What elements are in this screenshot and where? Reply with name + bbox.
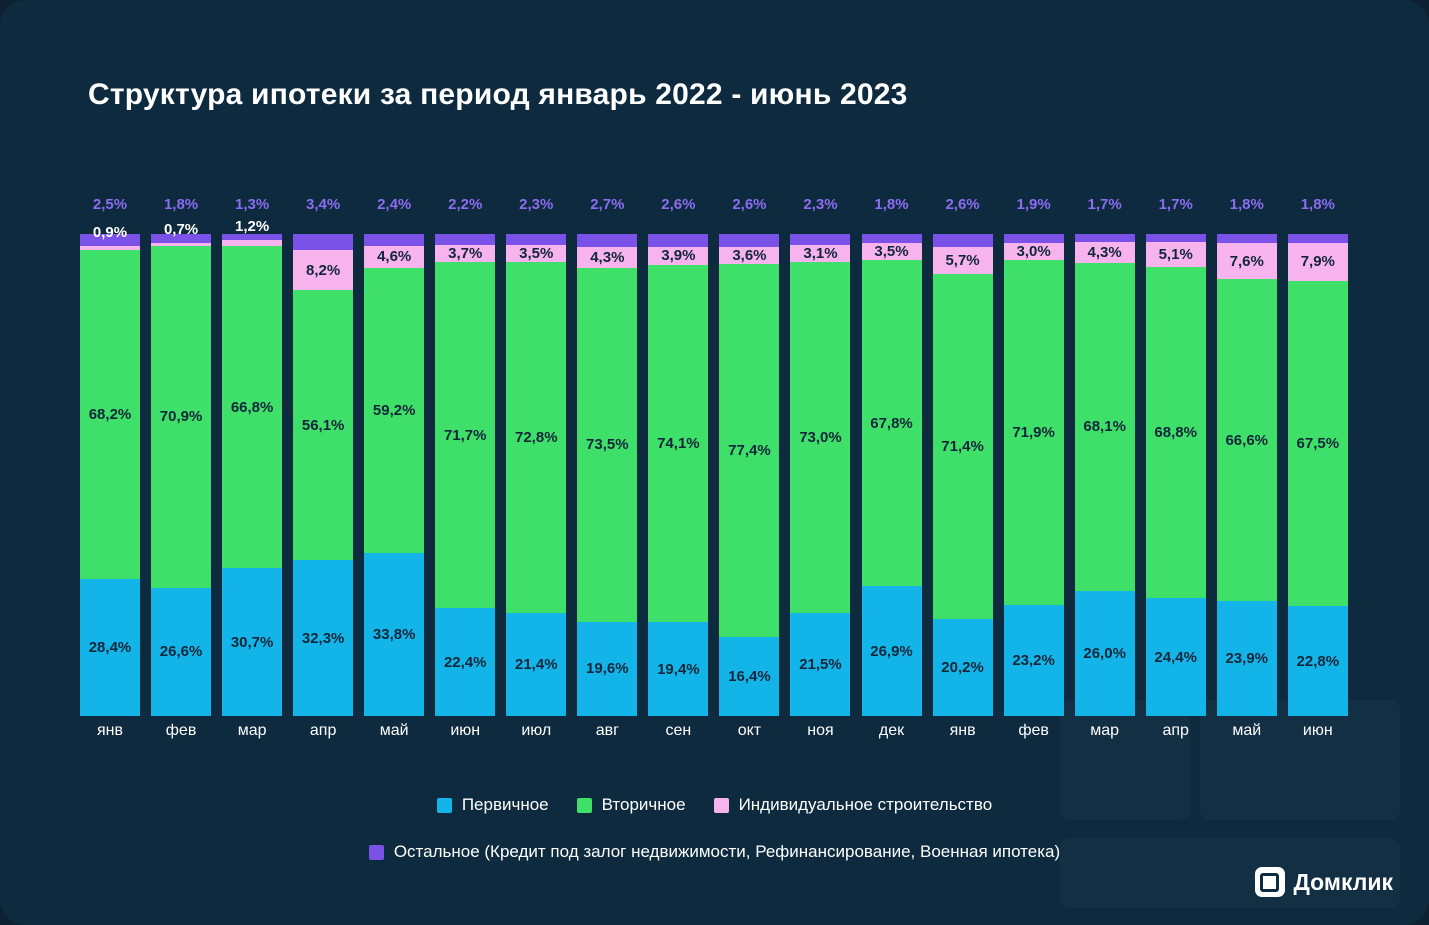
x-axis-tick: фев <box>1018 722 1049 739</box>
bar-segment-individual <box>1217 243 1277 280</box>
bar-segment-value: 74,1% <box>657 435 700 453</box>
bar-segment-value: 7,6% <box>1229 252 1264 270</box>
bar-column[interactable] <box>80 196 140 716</box>
x-axis-tick: июл <box>521 722 552 739</box>
bar-segment-other <box>1288 234 1348 243</box>
bar-segment-primary <box>790 613 850 716</box>
bar-segment-secondary <box>293 290 353 560</box>
bar-segment-value: 7,9% <box>1300 253 1335 271</box>
bar-stack <box>1004 234 1064 716</box>
bar-segment-secondary <box>222 246 282 568</box>
chart-plot-area <box>80 196 1348 716</box>
bar-segment-other <box>577 234 637 247</box>
x-axis-tick: фев <box>165 722 197 739</box>
bar-column[interactable] <box>222 196 282 716</box>
bar-segment-value: 22,4% <box>443 653 487 671</box>
bar-segment-secondary <box>1288 281 1348 606</box>
bar-segment-value: 23,9% <box>1225 649 1269 667</box>
bar-segment-value: 4,3% <box>590 248 625 266</box>
bar-stack <box>577 234 637 716</box>
bar-segment-value: 22,8% <box>1296 652 1340 670</box>
bar-segment-primary <box>435 608 495 716</box>
bar-segment-value: 70,9% <box>159 408 203 426</box>
bar-segment-value: 67,5% <box>1296 434 1340 452</box>
x-axis-tick: ноя <box>807 722 834 739</box>
x-axis-tick: авг <box>595 722 619 739</box>
bar-segment-value: 77,4% <box>728 441 771 459</box>
bar-stack <box>1288 234 1348 716</box>
bar-column[interactable] <box>648 196 708 716</box>
x-axis-tick-labels <box>80 722 1348 740</box>
bar-stack <box>435 234 495 716</box>
bar-segment-secondary <box>1146 267 1206 599</box>
bar-segment-value: 32,3% <box>301 629 345 647</box>
bar-segment-label-other: 2,3% <box>519 196 554 213</box>
bar-segment-value: 4,6% <box>377 248 412 266</box>
bar-segment-value: 28,4% <box>88 639 132 657</box>
bar-stack <box>506 234 566 716</box>
bar-segment-value: 68,8% <box>1154 424 1197 442</box>
bar-column[interactable] <box>293 196 353 716</box>
bar-segment-secondary <box>719 264 779 637</box>
bar-stack <box>933 234 993 716</box>
bar-segment-value: 19,4% <box>657 660 700 678</box>
bar-segment-secondary <box>1217 279 1277 600</box>
legend-swatch-0 <box>437 798 452 813</box>
legend-label-other: Остальное (Кредит под залог недвижимости, Рефинансирование, Военная ипотека) <box>393 842 1061 861</box>
bar-segment-label-other: 2,2% <box>448 196 483 213</box>
bar-segment-primary <box>577 622 637 716</box>
bar-segment-label-other: 2,3% <box>803 196 838 213</box>
bar-segment-value: 26,0% <box>1083 644 1126 662</box>
bar-segment-individual <box>506 245 566 262</box>
bar-segment-value: 21,4% <box>515 655 558 673</box>
bar-segment-value: 59,2% <box>372 401 416 419</box>
bar-segment-label-other: 1,8% <box>874 196 909 213</box>
bar-segment-value: 71,7% <box>443 426 487 444</box>
bar-column[interactable] <box>1288 196 1348 716</box>
bar-segment-primary <box>1217 601 1277 716</box>
bar-segment-value: 1,2% <box>234 218 270 236</box>
bar-column[interactable] <box>435 196 495 716</box>
bar-segment-value: 5,1% <box>1158 245 1193 263</box>
brand-name: Домклик <box>1293 868 1393 895</box>
bar-segment-secondary <box>80 250 140 579</box>
bar-stack <box>1146 234 1206 716</box>
bar-segment-individual <box>577 247 637 268</box>
bar-segment-label-other: 2,6% <box>732 196 767 213</box>
bar-segment-value: 5,7% <box>945 251 980 269</box>
bar-segment-label-other: 2,7% <box>590 196 625 213</box>
bar-column[interactable] <box>790 196 850 716</box>
bar-segment-other <box>364 234 424 246</box>
bar-segment-other <box>790 234 850 245</box>
legend-swatch-2 <box>714 798 729 813</box>
house-icon <box>1255 867 1285 897</box>
bar-segment-primary <box>1288 606 1348 716</box>
bar-segment-individual <box>719 247 779 264</box>
bar-segment-value: 72,8% <box>515 428 558 446</box>
bar-segment-label-other: 2,5% <box>92 196 128 213</box>
bar-column[interactable] <box>1004 196 1064 716</box>
legend-item-0[interactable] <box>437 795 549 815</box>
bar-segment-label-other: 1,3% <box>234 196 270 213</box>
bar-segment-primary <box>1075 591 1135 716</box>
bar-segment-other <box>293 234 353 250</box>
bar-segment-individual <box>790 245 850 262</box>
bar-segment-value: 30,7% <box>230 633 274 651</box>
bar-stack <box>719 234 779 716</box>
bar-segment-other <box>862 234 922 243</box>
x-axis-tick: дек <box>878 722 905 739</box>
x-axis-tick: сен <box>665 722 692 739</box>
x-axis-tick: май <box>1232 722 1262 739</box>
bar-segment-value: 24,4% <box>1154 648 1197 666</box>
bar-stack <box>1217 234 1277 716</box>
bar-segment-secondary <box>506 262 566 613</box>
bar-segment-secondary <box>790 262 850 613</box>
bar-segment-value: 0,9% <box>92 224 128 242</box>
bar-segment-value: 26,9% <box>870 642 913 660</box>
bar-segment-other <box>1146 234 1206 242</box>
bar-segment-primary <box>293 560 353 716</box>
bar-stack <box>790 234 850 716</box>
bar-segment-secondary <box>648 265 708 622</box>
bar-stack <box>1075 234 1135 716</box>
bar-segment-value: 16,4% <box>728 667 771 685</box>
bar-segment-value: 67,8% <box>870 414 913 432</box>
bar-segment-other <box>435 234 495 245</box>
bar-segment-value: 71,4% <box>941 437 984 455</box>
bar-segment-primary <box>719 637 779 716</box>
bar-segment-individual <box>1288 243 1348 281</box>
bar-segment-other <box>648 234 708 247</box>
chart-legend-primary <box>0 795 1429 815</box>
bar-segment-other <box>719 234 779 247</box>
bar-column[interactable] <box>1146 196 1206 716</box>
x-axis-tick: янв <box>949 722 976 739</box>
bar-segment-value: 3,7% <box>448 245 483 263</box>
bar-segment-value: 33,8% <box>372 626 416 644</box>
bar-segment-label-other: 1,7% <box>1087 196 1122 213</box>
bar-segment-individual <box>1004 243 1064 260</box>
bar-segment-secondary <box>1004 260 1064 605</box>
bar-segment-value: 19,6% <box>586 660 629 678</box>
bar-segment-secondary <box>435 262 495 608</box>
bar-column[interactable] <box>933 196 993 716</box>
x-axis-tick: май <box>379 722 409 739</box>
bar-segment-other <box>1217 234 1277 243</box>
bar-column[interactable] <box>151 196 211 716</box>
chart-legend-secondary <box>0 842 1429 862</box>
bar-segment-primary <box>862 586 922 716</box>
bar-segment-value: 8,2% <box>306 261 341 279</box>
bar-column[interactable] <box>1075 196 1135 716</box>
bar-segment-individual <box>648 247 708 266</box>
bar-stack <box>151 220 211 716</box>
bar-segment-secondary <box>577 268 637 622</box>
bar-segment-primary <box>80 579 140 716</box>
chart-title: Структура ипотеки за период январь 2022 - июнь 2023 <box>88 78 908 111</box>
bar-segment-value: 71,9% <box>1012 423 1055 441</box>
bar-segment-individual <box>1075 242 1135 263</box>
x-axis-tick: июн <box>1302 722 1333 739</box>
bar-segment-secondary <box>1075 263 1135 591</box>
legend-swatch-1 <box>577 798 592 813</box>
bar-column[interactable] <box>364 196 424 716</box>
bar-segment-primary <box>222 568 282 716</box>
bar-segment-value: 3,5% <box>519 245 554 263</box>
bar-segment-value: 56,1% <box>301 416 345 434</box>
bar-segment-value: 0,7% <box>163 220 199 238</box>
bar-segment-other <box>1004 234 1064 243</box>
bar-segment-individual <box>933 247 993 275</box>
legend-label-0: Первичное <box>461 795 549 814</box>
bar-segment-label-other: 1,8% <box>163 196 199 213</box>
bar-segment-value: 68,2% <box>88 406 132 424</box>
bar-segment-value: 68,1% <box>1083 418 1126 436</box>
bar-segment-secondary <box>151 246 211 588</box>
bar-segment-value: 66,8% <box>230 398 274 416</box>
bar-stack <box>364 234 424 716</box>
bar-segment-label-other: 1,7% <box>1158 196 1193 213</box>
legend-label-1: Вторичное <box>601 795 686 814</box>
x-axis-tick: мар <box>237 722 267 739</box>
bar-segment-label-other: 1,9% <box>1016 196 1051 213</box>
legend-item-other[interactable] <box>369 842 1060 862</box>
bar-segment-label-other: 2,6% <box>945 196 980 213</box>
x-axis-tick: окт <box>737 722 762 739</box>
bar-segment-value: 3,5% <box>874 242 909 260</box>
x-axis-tick: янв <box>97 722 123 739</box>
bar-segment-other <box>933 234 993 247</box>
bar-segment-label-other: 2,6% <box>661 196 696 213</box>
bar-segment-value: 73,0% <box>799 428 842 446</box>
bar-segment-value: 23,2% <box>1012 651 1055 669</box>
bar-segment-value: 20,2% <box>941 658 984 676</box>
bar-stack <box>862 234 922 716</box>
bar-segment-value: 21,5% <box>799 655 842 673</box>
bar-segment-secondary <box>862 260 922 587</box>
bar-segment-primary <box>1146 598 1206 716</box>
bar-segment-secondary <box>933 274 993 619</box>
bar-segment-primary <box>933 619 993 716</box>
bar-segment-value: 66,6% <box>1225 431 1269 449</box>
legend-item-2[interactable] <box>714 795 993 815</box>
bar-column[interactable] <box>719 196 779 716</box>
bar-column[interactable] <box>862 196 922 716</box>
bar-segment-value: 3,0% <box>1016 243 1051 261</box>
bar-segment-primary <box>364 553 424 716</box>
bar-column[interactable] <box>1217 196 1277 716</box>
bar-segment-primary <box>151 588 211 716</box>
bar-segment-primary <box>648 622 708 716</box>
bar-segment-secondary <box>364 268 424 553</box>
bar-segment-individual <box>862 243 922 260</box>
bar-stack <box>222 218 282 716</box>
bar-column[interactable] <box>506 196 566 716</box>
legend-item-1[interactable] <box>577 795 686 815</box>
bar-segment-individual <box>1146 242 1206 267</box>
bar-segment-primary <box>506 613 566 716</box>
bar-segment-label-other: 1,8% <box>1229 196 1264 213</box>
legend-label-2: Индивидуальное строительство <box>738 795 993 814</box>
bar-column[interactable] <box>577 196 637 716</box>
brand-logo <box>1255 867 1393 897</box>
x-axis-tick: июн <box>450 722 481 739</box>
bar-segment-label-other: 1,8% <box>1300 196 1335 213</box>
bar-segment-other <box>506 234 566 245</box>
bar-segment-value: 26,6% <box>159 643 203 661</box>
bar-segment-other <box>1075 234 1135 242</box>
bar-segment-value: 3,9% <box>661 247 696 265</box>
bar-stack <box>80 224 140 716</box>
bar-segment-individual <box>435 245 495 263</box>
bar-segment-value: 4,3% <box>1087 244 1122 262</box>
x-axis-tick: апр <box>1162 722 1189 739</box>
bar-segment-value: 73,5% <box>586 436 629 454</box>
bar-segment-value: 3,6% <box>732 246 767 264</box>
bar-segment-label-other: 3,4% <box>306 196 341 213</box>
legend-swatch-other <box>369 845 384 860</box>
bar-stack <box>648 234 708 716</box>
bar-segment-primary <box>1004 605 1064 716</box>
x-axis-tick: мар <box>1090 722 1120 739</box>
bar-segment-value: 3,1% <box>803 245 838 263</box>
x-axis-tick: апр <box>309 722 337 739</box>
bar-segment-label-other: 2,4% <box>377 196 412 213</box>
bar-stack <box>293 234 353 716</box>
bar-segment-individual <box>364 246 424 268</box>
bar-segment-individual <box>293 250 353 290</box>
